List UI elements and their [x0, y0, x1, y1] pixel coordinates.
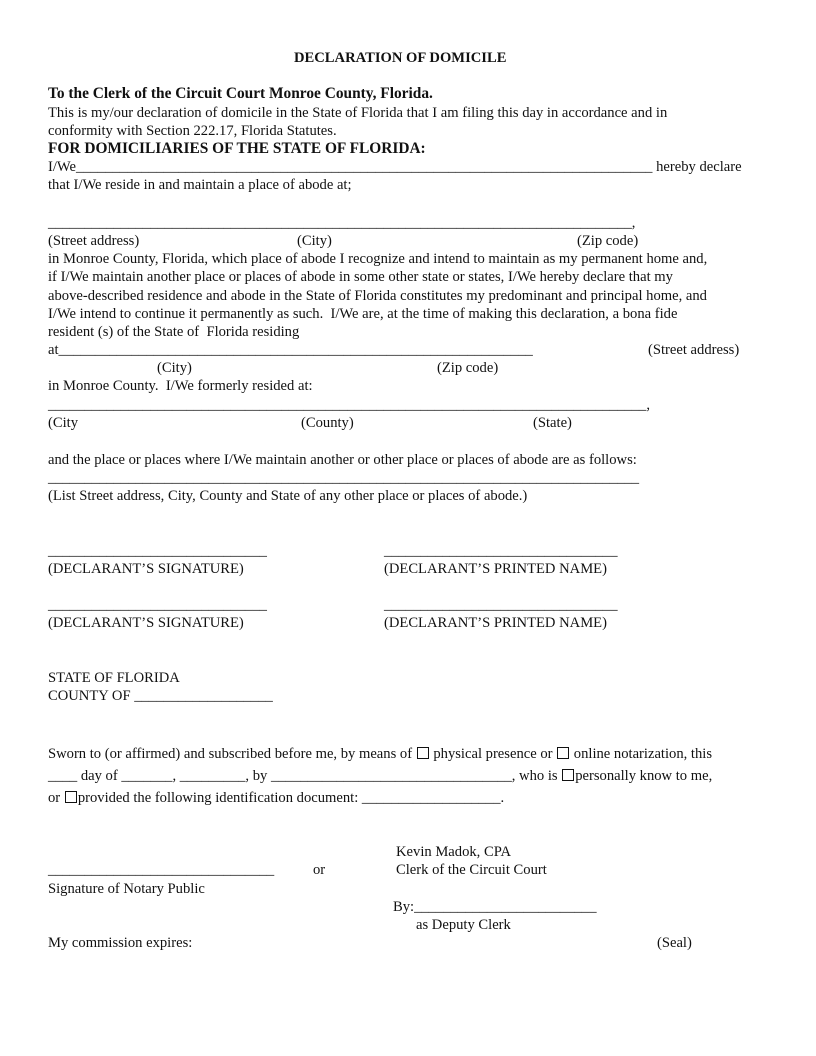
sworn-line-2 [48, 767, 712, 785]
sworn-text-a: Sworn to (or affirmed) and subscribed before me, by means of [48, 746, 416, 762]
clerk-name: Kevin Madok, CPA [396, 844, 512, 860]
declarant-signature-line-1[interactable]: ______________________________ [48, 543, 267, 559]
former-address-blank[interactable]: __________________________________________________________________________________, [48, 397, 650, 413]
sworn-line-1 [48, 745, 712, 763]
physical-presence-checkbox[interactable] [417, 747, 429, 759]
body-line-4: I/We intend to continue it permanently as such. I/We are, at the time of making this declaration, a bona fide [48, 306, 678, 322]
declarant-printed-name-line-1[interactable]: ________________________________ [384, 543, 618, 559]
body-line-3: above-described residence and abode in the State of Florida constitutes my predominant and principal home, and [48, 288, 707, 304]
label-street-address-1: (Street address) [48, 233, 140, 249]
deputy-by-line[interactable]: By:_________________________ [393, 899, 597, 915]
intro-line-1: This is my/our declaration of domicile in the State of Florida that I am filing this day in accordance and in [48, 105, 668, 121]
declarant-signature-label-1: (DECLARANT’S SIGNATURE) [48, 561, 244, 577]
residing-at-line[interactable]: at_________________________________________________________________ [48, 342, 533, 358]
document-title: DECLARATION OF DOMICILE [294, 50, 507, 66]
county-of-line[interactable]: COUNTY OF ___________________ [48, 688, 273, 704]
clerk-title: Clerk of the Circuit Court [396, 862, 547, 878]
label-county-3: (County) [301, 415, 354, 431]
sworn-text-d[interactable]: ____ day of _______, _________, by _________________________________, who is [48, 768, 562, 784]
address-blank-1[interactable]: ________________________________________________________________________________, [48, 215, 636, 231]
sworn-text-b: physical presence or [429, 746, 557, 762]
other-abode-blank[interactable]: _________________________________________________________________________________ [48, 470, 640, 486]
commission-expires: My commission expires: [48, 935, 193, 951]
declarant-printed-name-label-2: (DECLARANT’S PRINTED NAME) [384, 615, 607, 631]
label-zip-2: (Zip code) [437, 360, 499, 376]
declarant-signature-label-2: (DECLARANT’S SIGNATURE) [48, 615, 244, 631]
body-line-2: if I/We maintain another place or places of abode in some other state or states, I/We hereby declare that my [48, 269, 673, 285]
other-abode-label: (List Street address, City, County and State of any other place or places of abode.) [48, 488, 528, 504]
other-abode-intro: and the place or places where I/We maintain another or other place or places of abode are as follows: [48, 452, 637, 468]
intro-line-2: conformity with Section 222.17, Florida Statutes. [48, 123, 337, 139]
deputy-clerk-label: as Deputy Clerk [416, 917, 511, 933]
provided-id-checkbox[interactable] [65, 791, 77, 803]
label-zip-1: (Zip code) [577, 233, 639, 249]
section-heading: FOR DOMICILIARIES OF THE STATE OF FLORIDA: [48, 140, 426, 157]
label-city-3: (City [48, 415, 78, 431]
label-city-1: (City) [297, 233, 332, 249]
label-city-2: (City) [157, 360, 192, 376]
body-line-5: resident (s) of the State of Florida residing [48, 324, 300, 340]
sworn-text-e: personally know to me, [575, 768, 713, 784]
label-state-3: (State) [533, 415, 572, 431]
declare-line-1[interactable]: I/We_______________________________________________________________________________ hereby declare [48, 159, 742, 175]
sworn-text-f: or [48, 790, 64, 806]
declare-line-2: that I/We reside in and maintain a place of abode at; [48, 177, 352, 193]
body-line-1: in Monroe County, Florida, which place of abode I recognize and intend to maintain as my permanent home and, [48, 251, 708, 267]
seal-label: (Seal) [657, 935, 692, 951]
notary-signature-line[interactable]: _______________________________ [48, 862, 275, 878]
sworn-text-g[interactable]: provided the following identification document: ___________________. [77, 790, 505, 806]
addressee: To the Clerk of the Circuit Court Monroe County, Florida. [48, 85, 433, 102]
declarant-printed-name-label-1: (DECLARANT’S PRINTED NAME) [384, 561, 607, 577]
declarant-printed-name-line-2[interactable]: ________________________________ [384, 597, 618, 613]
notary-signature-label: Signature of Notary Public [48, 881, 205, 897]
declarant-signature-line-2[interactable]: ______________________________ [48, 597, 267, 613]
label-street-address-2: (Street address) [648, 342, 740, 358]
formerly-resided: in Monroe County. I/We formerly resided at: [48, 378, 313, 394]
sworn-text-c: online notarization, this [570, 746, 713, 762]
state-of-florida: STATE OF FLORIDA [48, 670, 180, 686]
sworn-line-3 [48, 789, 504, 807]
online-notarization-checkbox[interactable] [557, 747, 569, 759]
or-text: or [313, 862, 326, 878]
personally-known-checkbox[interactable] [562, 769, 574, 781]
